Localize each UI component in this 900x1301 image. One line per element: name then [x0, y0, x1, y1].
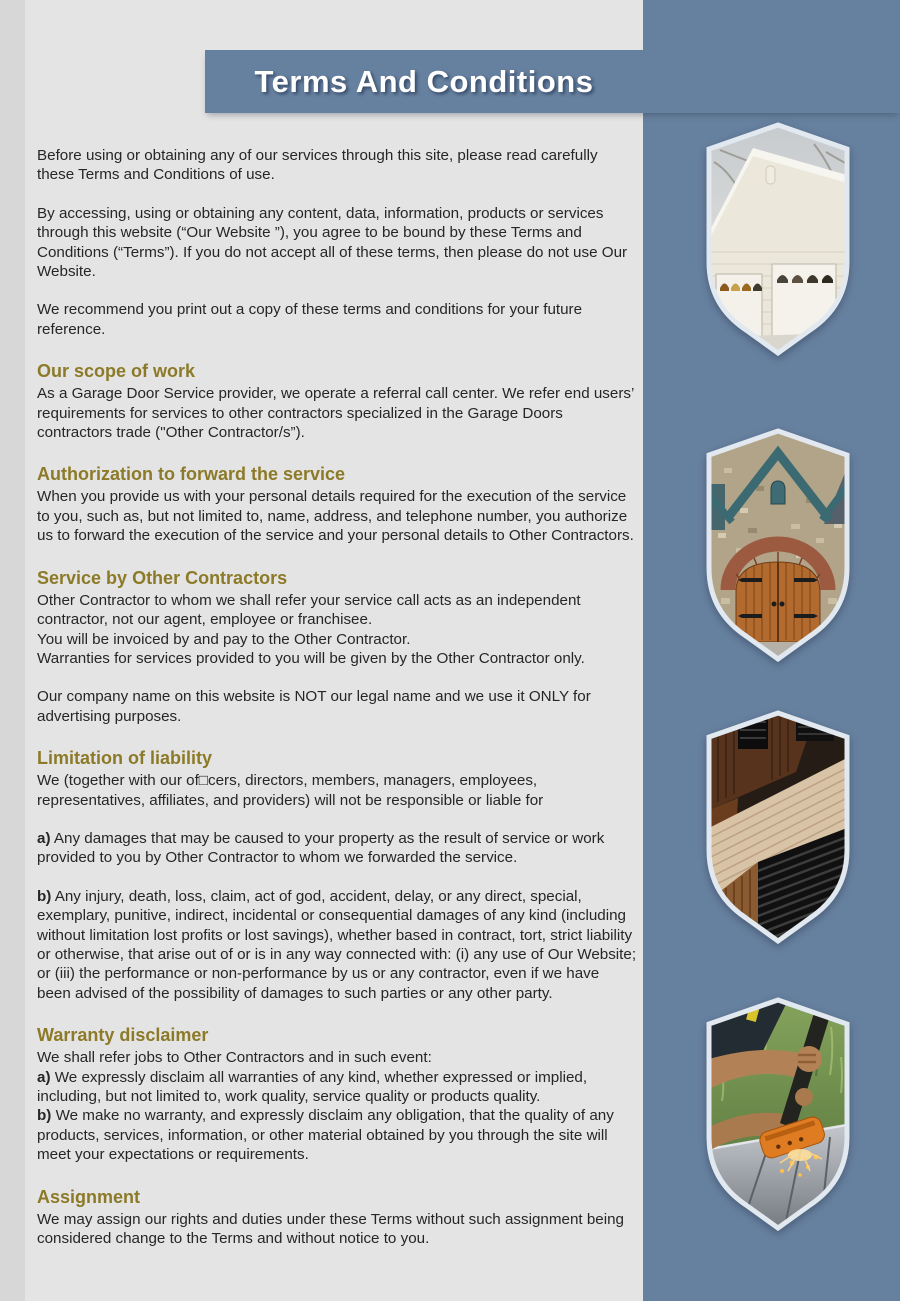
paragraph-section: a) Any damages that may be caused to your property as the result of service or work provided to you by Other Contractor to whom we forwarded the service.: [37, 829, 605, 867]
paragraph-intro: By accessing, using or obtaining any content, data, information, products or services through this website (“Our Website ”), you agree to be bound by these Terms and Conditions (“Terms”). If you do not accept all of these terms, then please do not use Our Website.: [37, 204, 628, 281]
sidebar-photo-modern-wood-garage: [696, 710, 860, 944]
paragraph-section: As a Garage Door Service provider, we operate a referral call center. We refer end users’ requirements for services to other contractors specialized in the Garage Doors contractors trade ("Other Contractor/s”).: [37, 385, 634, 442]
shield-photo-icon: [696, 122, 860, 356]
paragraph-section: We may assign our rights and duties under these Terms without such assignment being considered change to the Terms and without notice to you.: [37, 1210, 625, 1248]
paragraph-intro: Before using or obtaining any of our services through this site, please read carefully these Terms and Conditions of use.: [37, 147, 598, 184]
paragraph-section: Warranties for services provided to you will be given by the Other Contractor only.: [37, 649, 585, 667]
paragraph-section: We shall refer jobs to Other Contractors and in such event:: [37, 1049, 432, 1067]
title-banner: [205, 50, 900, 113]
sidebar-photo-white-garage: [696, 122, 860, 356]
terms-text-body: [37, 0, 637, 1248]
paragraph-bold-prefix: b): [37, 1107, 52, 1125]
content-column: [25, 0, 643, 1301]
section-heading: Service by Other Contractors: [37, 567, 288, 588]
paragraph-section: Our company name on this website is NOT our legal name and we use it ONLY for advertising purposes.: [37, 688, 591, 725]
section-heading: Warranty disclaimer: [37, 1025, 209, 1046]
section-heading: Our scope of work: [37, 361, 196, 382]
paragraph-bold-prefix: a): [37, 829, 51, 847]
sidebar-photo-technician-welding: [696, 997, 860, 1231]
sidebar: [643, 0, 900, 1301]
paragraph-section: b) Any injury, death, loss, claim, act of god, accident, delay, or any direct, special, exemplary, punitive, indirect, incidental or consequential damages of any kind (including without limitation lost profits or lost savings), whether based in contract, tort, strict liability or otherwise, that arise out of or is in any way connected with: (i) any use of Our Website; or (iii) the performance or non-performance by us or any contractor, even if we have been advised of the possibility of damages to such parties or any other party.: [37, 887, 637, 1002]
shield-photo-icon: [696, 428, 860, 662]
section-heading: Authorization to forward the service: [37, 464, 346, 485]
paragraph-section: When you provide us with your personal details required for the execution of the service to you, such as, but not limited to, name, address, and telephone number, you authorize us to forward the execution of the service and your personal details to Other Contractors.: [37, 488, 634, 545]
paragraph-section: We (together with our of□cers, directors, members, managers, employees, representatives, affiliates, and providers) will not be responsible or liable for: [37, 772, 544, 809]
sidebar-photo-stone-house: [696, 428, 860, 662]
section-heading: Limitation of liability: [37, 748, 212, 769]
shield-photo-icon: [696, 710, 860, 944]
paragraph-bold-prefix: a): [37, 1068, 51, 1086]
page-title: Terms And Conditions: [254, 63, 594, 99]
paragraph-intro: We recommend you print out a copy of these terms and conditions for your future reference.: [37, 301, 583, 338]
paragraph-section: You will be invoiced by and pay to the Other Contractor.: [37, 630, 411, 648]
paragraph-section: b) We make no warranty, and expressly disclaim any obligation, that the quality of any products, services, information, or other material obtained by you through the site will meet your expectations or requirements.: [37, 1107, 614, 1164]
paragraph-section: Other Contractor to whom we shall refer your service call acts as an independent contractor, not our agent, employee or franchisee.: [37, 591, 581, 629]
shield-photo-icon: [696, 997, 860, 1231]
paragraph-bold-prefix: b): [37, 887, 52, 905]
title-banner-inner: [205, 50, 643, 113]
section-heading: Assignment: [37, 1186, 141, 1207]
paragraph-section: a) We expressly disclaim all warranties of any kind, whether expressed or implied, including, but not limited to, work quality, service quality or products quality.: [37, 1068, 588, 1105]
